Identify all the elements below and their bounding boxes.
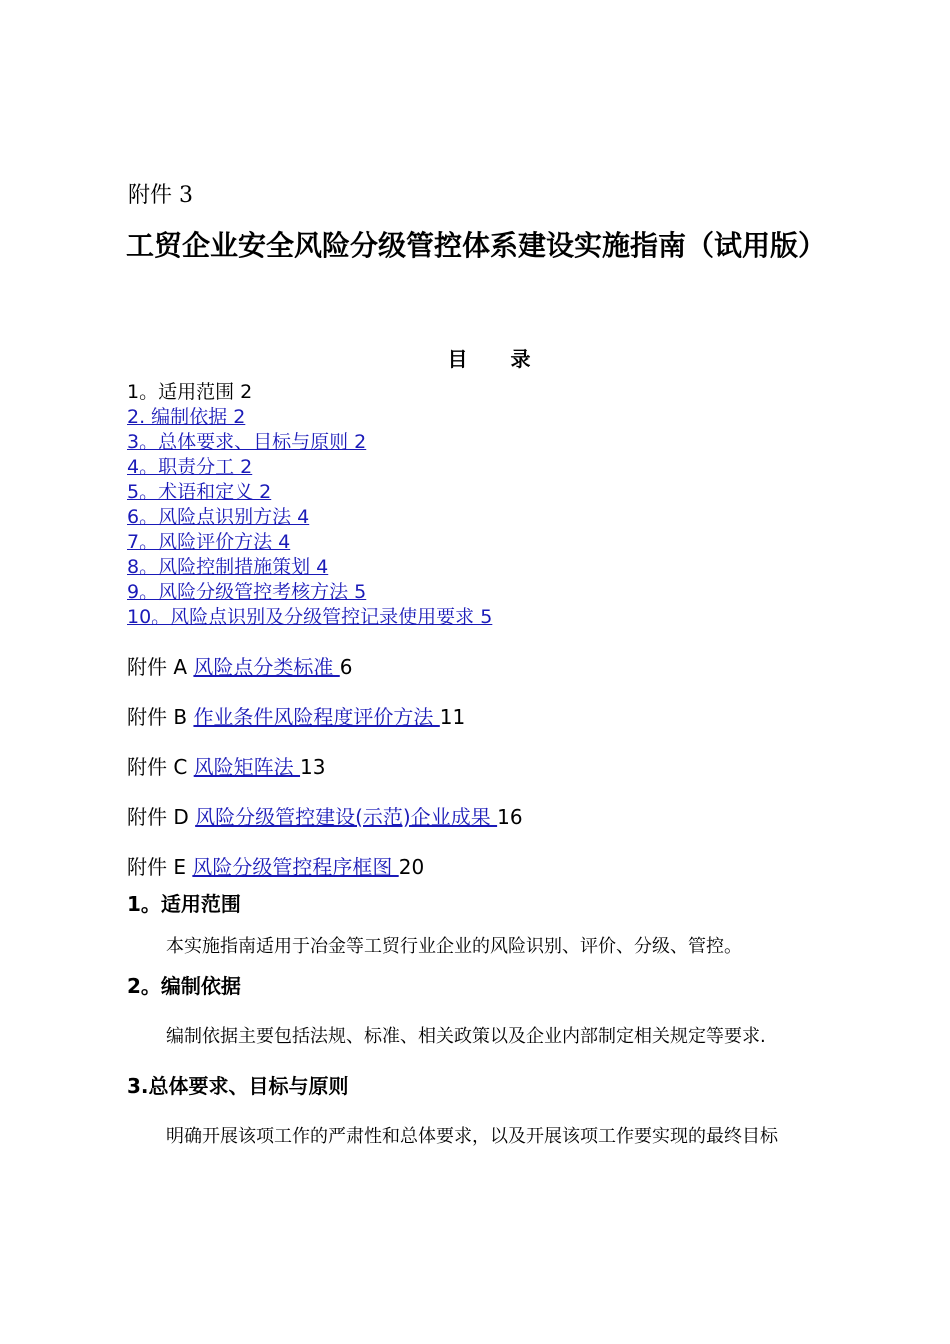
appendix-item-a bbox=[127, 642, 523, 692]
toc-item-5[interactable] bbox=[127, 480, 492, 505]
toc-link-3[interactable]: 3。总体要求、目标与原则 2 bbox=[127, 431, 367, 453]
toc-item-6[interactable] bbox=[127, 505, 492, 530]
section-body-basis: 编制依据主要包括法规、标准、相关政策以及企业内部制定相关规定等要求. bbox=[166, 1026, 766, 1047]
toc-item-7[interactable] bbox=[127, 530, 492, 555]
appendix-prefix: 附件 C bbox=[127, 755, 194, 779]
section-heading-basis: 2。编制依据 bbox=[127, 974, 241, 998]
section-heading-requirements: 3.总体要求、目标与原则 bbox=[127, 1074, 349, 1098]
appendix-link-b[interactable]: 作业条件风险程度评价方法 bbox=[193, 705, 440, 729]
toc-item-2[interactable] bbox=[127, 405, 492, 430]
appendix-page: 11 bbox=[439, 705, 466, 729]
toc-link-2[interactable]: 2. 编制依据 2 bbox=[127, 406, 246, 428]
appendix-link-d[interactable]: 风险分级管控建设(示范)企业成果 bbox=[195, 805, 498, 829]
toc-list bbox=[127, 380, 492, 630]
document-title: 工贸企业安全风险分级管控体系建设实施指南（试用版） bbox=[125, 229, 826, 262]
toc-item-1 bbox=[127, 380, 492, 405]
appendix-prefix: 附件 E bbox=[127, 855, 193, 879]
toc-item-10[interactable] bbox=[127, 605, 492, 630]
appendix-page: 6 bbox=[339, 655, 353, 679]
appendix-page: 20 bbox=[398, 855, 425, 879]
appendix-item-c bbox=[127, 742, 523, 792]
appendix-item-d bbox=[127, 792, 523, 842]
toc-link-8[interactable]: 8。风险控制措施策划 4 bbox=[127, 556, 329, 578]
appendix-prefix: 附件 D bbox=[127, 805, 196, 829]
appendix-link-e[interactable]: 风险分级管控程序框图 bbox=[192, 855, 399, 879]
section-body-scope: 本实施指南适用于冶金等工贸行业企业的风险识别、评价、分级、管控。 bbox=[166, 936, 742, 957]
toc-item-4[interactable] bbox=[127, 455, 492, 480]
appendix-page: 16 bbox=[497, 805, 523, 829]
appendix-prefix: 附件 A bbox=[127, 655, 194, 679]
appendix-link-a[interactable]: 风险点分类标准 bbox=[193, 655, 340, 679]
toc-link-4[interactable]: 4。职责分工 2 bbox=[127, 456, 253, 478]
toc-link-10[interactable]: 10。风险点识别及分级管控记录使用要求 5 bbox=[127, 606, 493, 628]
toc-link-9[interactable]: 9。风险分级管控考核方法 5 bbox=[127, 581, 367, 603]
toc-link-5[interactable]: 5。术语和定义 2 bbox=[127, 481, 272, 503]
toc-heading: 目 录 bbox=[447, 347, 549, 371]
appendix-list bbox=[127, 642, 523, 892]
appendix-link-c[interactable]: 风险矩阵法 bbox=[193, 755, 301, 779]
appendix-page: 13 bbox=[300, 755, 326, 779]
section-heading-scope: 1。适用范围 bbox=[127, 892, 241, 916]
toc-item-8[interactable] bbox=[127, 555, 492, 580]
appendix-item-e bbox=[127, 842, 523, 892]
toc-item-label: 1。适用范围 2 bbox=[127, 381, 253, 403]
appendix-prefix: 附件 B bbox=[127, 705, 194, 729]
appendix-item-b bbox=[127, 692, 523, 742]
toc-link-7[interactable]: 7。风险评价方法 4 bbox=[127, 531, 291, 553]
section-body-requirements: 明确开展该项工作的严肃性和总体要求，以及开展该项工作要实现的最终目标 bbox=[166, 1126, 778, 1147]
attachment-label: 附件 3 bbox=[128, 183, 193, 208]
toc-link-6[interactable]: 6。风险点识别方法 4 bbox=[127, 506, 310, 528]
toc-item-9[interactable] bbox=[127, 580, 492, 605]
toc-item-3[interactable] bbox=[127, 430, 492, 455]
